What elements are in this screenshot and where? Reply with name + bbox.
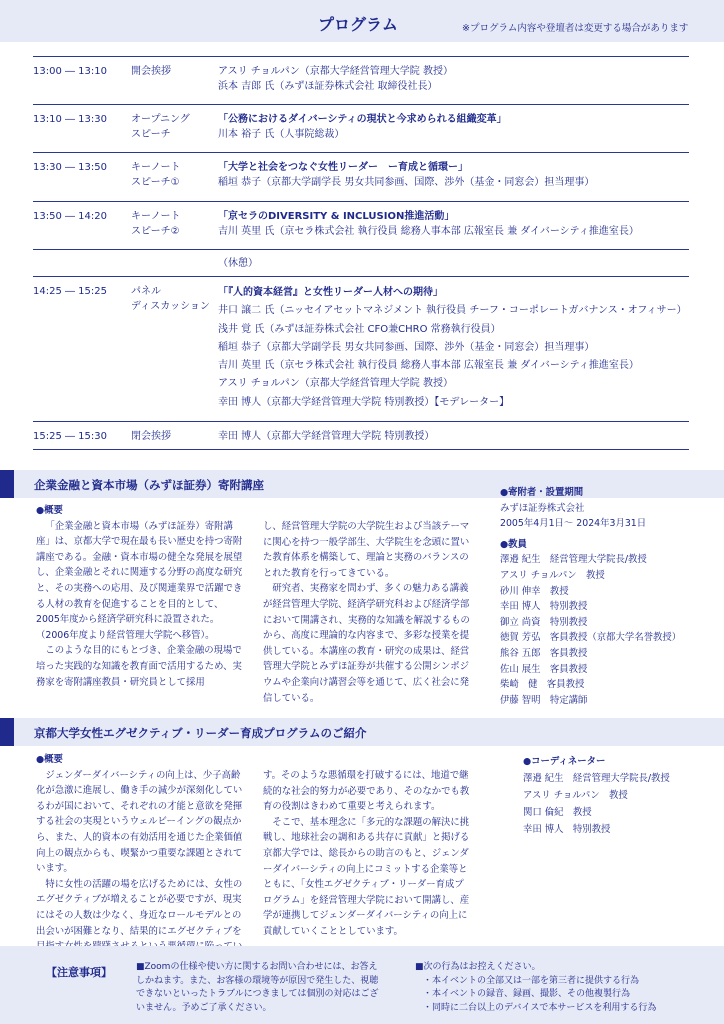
speaker-line: 井口 譲二 氏（ニッセイアセットマネジメント 執行役員 チーフ・コーポレートガバナンス・オフィサー） bbox=[218, 305, 687, 317]
change-notice: ※プログラム内容や登壇者は変更する場合があります bbox=[462, 23, 689, 34]
list-item: アスリ チョルパン 教授 bbox=[500, 569, 605, 581]
paragraph: 研究者、実務家を問わず、多くの魅力ある講義が経営管理大学院、経済学研究科および経済学部において開講され、実務的な知識を解説するものから、高度に理論的な内容まで、多彩な授業を提供している。本講座の教育・研究の成果は、経営管理大学院とみずほ証券が共催する公開シンポジウムや企業向け講習会等を通じて、広く社会に発信している。 bbox=[263, 583, 470, 704]
program-row bbox=[33, 64, 689, 104]
zoom-note: ■Zoomの仕様や使い方に関するお問い合わせには、お答えしかねます。また、お客様の環境等が原因で発生した、視聴できないといったトラブルにつきましては個別の対応はございません。予めご了承ください。 bbox=[136, 962, 379, 1013]
divider bbox=[33, 152, 689, 153]
session-details bbox=[218, 429, 698, 444]
list-item: 澤邉 紀生 経営管理大学院長/教授 bbox=[500, 554, 647, 566]
faculty-label: ●教員 bbox=[500, 538, 527, 550]
notes-title: 【注意事項】 bbox=[46, 966, 112, 979]
session-time: 15:25 ― 15:30 bbox=[33, 431, 107, 442]
list-item: 関口 倫紀 教授 bbox=[523, 807, 592, 818]
coordinator-column bbox=[523, 753, 718, 838]
list-item: アスリ チョルパン 教授 bbox=[523, 790, 628, 801]
donor-label: ●寄附者・設置期間 bbox=[500, 487, 584, 498]
list-item: ・本イベントの録音、録画、撮影、その他複製行為 bbox=[423, 989, 631, 999]
speaker-line: 稲垣 恭子（京都大学副学長 男女共同参画、国際、渉外（基金・同窓会）担当理事） bbox=[218, 341, 595, 353]
section-accent-bar bbox=[0, 718, 14, 746]
section-title: 企業金融と資本市場（みずほ証券）寄附講座 bbox=[34, 478, 264, 492]
list-item: ・本イベントの全部又は一部を第三者に提供する行為 bbox=[423, 975, 640, 986]
list-item: 伊藤 智明 特定講師 bbox=[500, 694, 588, 706]
speaker-line: アスリ チョルパン（京都大学経営管理大学院 教授） bbox=[218, 378, 453, 390]
program-row bbox=[33, 112, 689, 152]
prohibited-heading: ■次の行為はお控えください。 bbox=[415, 962, 541, 972]
divider bbox=[33, 276, 689, 277]
session-details bbox=[218, 256, 698, 271]
list-item: 佐山 展生 客員教授 bbox=[500, 663, 588, 675]
overview-column bbox=[36, 752, 244, 970]
list-item: 砂川 伸幸 教授 bbox=[500, 585, 569, 597]
session-type: パネル ディスカッション bbox=[131, 286, 210, 312]
program-row bbox=[33, 160, 689, 200]
faculty-column bbox=[500, 485, 715, 708]
program-row bbox=[33, 429, 689, 447]
session-details bbox=[218, 160, 698, 190]
session-details bbox=[218, 209, 698, 239]
list-item: 徳賀 芳弘 客員教授（京都大学名誉教授） bbox=[500, 632, 682, 644]
list-item: 柴崎 健 客員教授 bbox=[500, 679, 585, 691]
session-title: 「京セラのDIVERSITY & INCLUSION推進活動」 bbox=[218, 211, 455, 222]
paragraph: このような目的にもとづき、企業金融の現場で培った実践的な知識を教育面で活用するため、実務家を寄附講座教員・研究員として採用 bbox=[36, 645, 242, 688]
list-item: 幸田 博人 特別教授 bbox=[523, 824, 611, 835]
session-time: 13:50 ― 14:20 bbox=[33, 211, 107, 222]
speaker-line: 川本 裕子 氏（人事院総裁） bbox=[218, 129, 345, 140]
list-item: 熊谷 五郎 客員教授 bbox=[500, 647, 588, 659]
overview-column bbox=[36, 503, 244, 690]
session-title: 「大学と社会をつなぐ女性リーダー ー育成と循環ー」 bbox=[218, 162, 468, 173]
donor-line: みずほ証券株式会社 bbox=[500, 502, 585, 514]
paragraph: し、経営管理大学院の大学院生および当該テーマに関心を持つ一般学部生、大学院生を念頭に置いた教育体系を構築して、理論と実務のバランスのとれた教育を行ってきている。 bbox=[263, 521, 470, 579]
paragraph: 「企業金融と資本市場（みずほ証券）寄附講座」は、京都大学で現在最も長い歴史を持つ寄附講座である。金融・資本市場の健全な発展を展望し、企業金融とそれに関連する分野の高度な研究と、その実務への応用、及び関連業界で活躍できる人材の教育を促進することを目的として、2005年度から経済学研究科に設置された。（2006年度より経営管理大学院へ移管）。 bbox=[36, 520, 243, 641]
list-item: 澤邉 紀生 経営管理大学院長/教授 bbox=[523, 773, 670, 784]
break-label: （休憩） bbox=[218, 258, 258, 269]
session-type: キーノート スピーチ② bbox=[131, 211, 181, 237]
speaker-line: 浜本 吉郎 氏（みずほ証券株式会社 取締役社長） bbox=[218, 81, 438, 92]
coordinator-label: ●コーディネーター bbox=[523, 756, 606, 767]
session-type: キーノート スピーチ① bbox=[131, 162, 181, 188]
session-time: 13:30 ― 13:50 bbox=[33, 162, 107, 173]
donor-line: 2005年4月1日〜 2024年3月31日 bbox=[500, 518, 647, 530]
paragraph: ジェンダーダイバーシティの向上は、少子高齢化が急激に進展し、働き手の減少が深刻化しているわが国において、それぞれの才能と意欲を発揮する社会の実現というウェルビーイングの観点から、また、人的資本の有効活用を通じた企業価値向上の観点からも、喫緊かつ重要な課題とされています。 bbox=[36, 769, 243, 875]
session-time: 13:00 ― 13:10 bbox=[33, 66, 107, 77]
program-row bbox=[33, 256, 689, 274]
session-time: 13:10 ― 13:30 bbox=[33, 114, 107, 125]
speaker-line: アスリ チョルパン（京都大学経営管理大学院 教授） bbox=[218, 66, 453, 77]
session-type: 閉会挨拶 bbox=[131, 431, 171, 442]
session-type: 開会挨拶 bbox=[131, 66, 171, 77]
program-header bbox=[0, 0, 724, 42]
page-title: プログラム bbox=[318, 15, 398, 34]
section-title: 京都大学女性エグゼクティブ・リーダー育成プログラムのご紹介 bbox=[34, 726, 367, 740]
divider bbox=[33, 104, 689, 105]
session-time: 14:25 ― 15:25 bbox=[33, 286, 107, 297]
session-details bbox=[218, 284, 698, 412]
speaker-line: 吉川 英里 氏（京セラ株式会社 執行役員 総務人事本部 広報室長 兼 ダイバーシティ推進室長） bbox=[218, 360, 639, 372]
speaker-line: 稲垣 恭子（京都大学副学長 男女共同参画、国際、渉外（基金・同窓会）担当理事） bbox=[218, 177, 595, 188]
program-row bbox=[33, 209, 689, 249]
section-header bbox=[0, 718, 724, 746]
speaker-line: 吉川 英里 氏（京セラ株式会社 執行役員 総務人事本部 広報室長 兼 ダイバーシティ推進室長） bbox=[218, 226, 639, 237]
session-title: 「『人的資本経営』と女性リーダー人材への期待」 bbox=[218, 287, 443, 298]
session-details bbox=[218, 112, 698, 142]
program-row bbox=[33, 284, 689, 419]
section-accent-bar bbox=[0, 470, 14, 498]
list-item: 御立 尚資 特別教授 bbox=[500, 616, 588, 628]
paragraph: 特に女性の活躍の場を広げるためには、女性のエグゼクティブが増えることが必要ですが、現実にはその人数は少なく、身近なロールモデルとの出会いが困難となり、結果的にエグゼクティブを bbox=[36, 878, 243, 937]
session-details bbox=[218, 64, 698, 94]
paragraph: そこで、基本理念に「多元的な課題の解決に挑戦し、地球社会の調和ある共存に貢献」と掲げる京都大学では、総長からの助言のもと、ジェンダーダイバーシティの向上にコミットする企業等とともに、「女性エグゼクティブ・リーダー育成プログラム」を経営管理大学院において開講し、産学が連携してジェンダーダイバーシティの向上に貢献していくこととしています。 bbox=[263, 816, 470, 937]
session-type: オープニング スピーチ bbox=[131, 114, 190, 140]
session-title: 「公務におけるダイバーシティの現状と今求められる組織変革」 bbox=[218, 114, 507, 125]
list-item: 幸田 博人 特別教授 bbox=[500, 601, 588, 613]
overview-column bbox=[263, 519, 471, 706]
prohibited-list bbox=[415, 961, 715, 1015]
list-item: ・同時に二台以上のデバイスで本サービスを利用する行為 bbox=[423, 1002, 657, 1013]
overview-label: ●概要 bbox=[36, 505, 63, 516]
speaker-line: 幸田 博人（京都大学経営管理大学院 特別教授）【モデレーター】 bbox=[218, 396, 510, 408]
overview-column bbox=[263, 768, 471, 940]
notes-footer bbox=[0, 946, 724, 1024]
speaker-line: 幸田 博人（京都大学経営管理大学院 特別教授） bbox=[218, 431, 435, 442]
paragraph: す。そのような悪循環を打破するには、地道で継続的な社会的努力が必要であり、そのなかでも教育の役割はきわめて重要と考えられます。 bbox=[263, 770, 470, 813]
divider bbox=[33, 249, 689, 250]
divider bbox=[33, 449, 689, 450]
divider bbox=[33, 421, 689, 422]
divider bbox=[33, 201, 689, 202]
divider bbox=[33, 56, 689, 57]
speaker-line: 浅井 覚 氏（みずほ証券株式会社 CFO兼CHRO 常務執行役員） bbox=[218, 323, 501, 335]
overview-label: ●概要 bbox=[36, 754, 63, 765]
